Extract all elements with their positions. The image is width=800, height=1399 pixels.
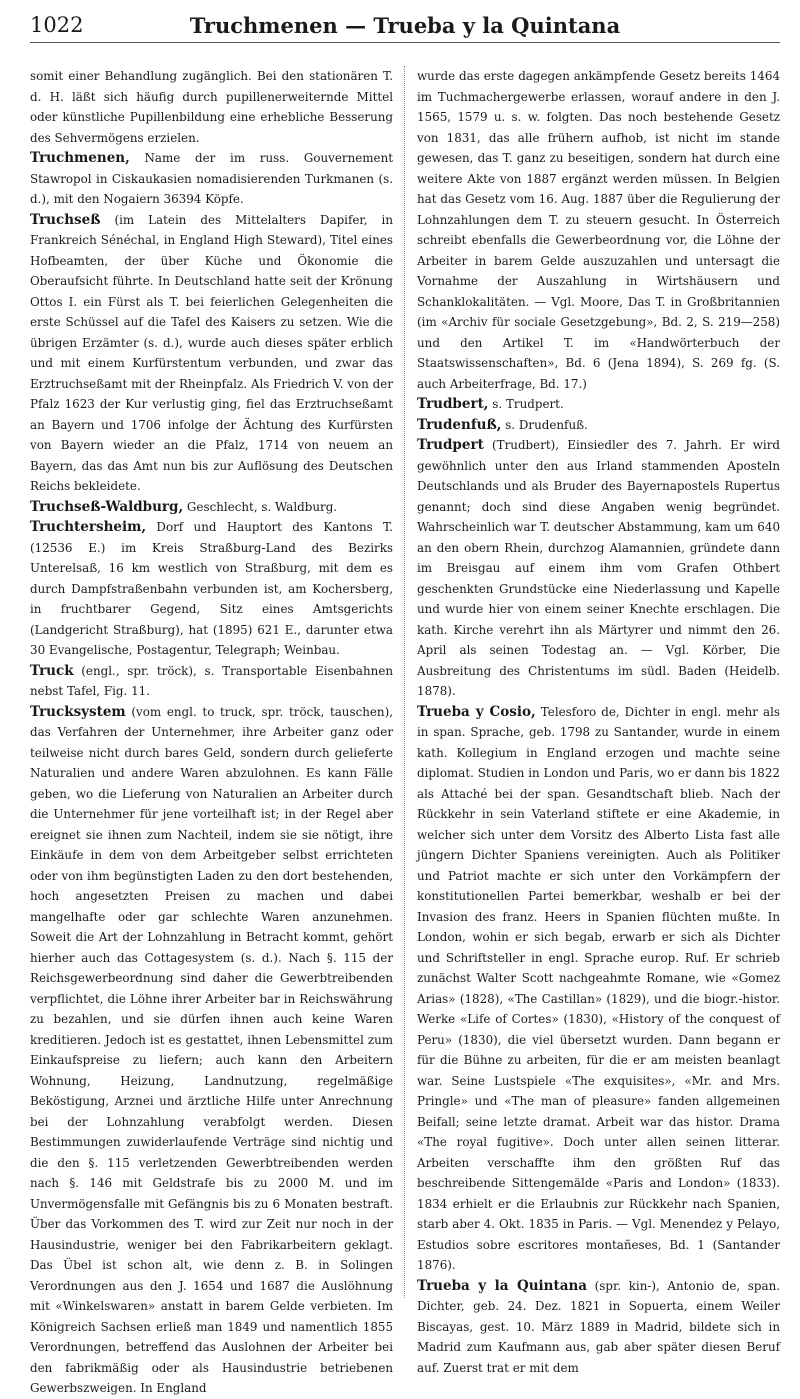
entry-headword: Trudenfuß, — [417, 416, 502, 433]
entry-headword: Truchmenen, — [30, 150, 130, 166]
entry-text: (spr. kin-), Antonio de, span. Dichter, geb. 24. Dez. 1821 in Sopuerta, einem Weiler Biscayas, gest. 10. März 1889 in Madrid, bildete sich in Madrid zum Kaufmann aus, gab aber später diesen Beruf auf. Zuerst trat er mit dem — [417, 1278, 781, 1375]
entry-headword: Truchseß-Waldburg, — [30, 498, 184, 515]
entry-text: somit einer Behandlung zugänglich. Bei den stationären T. d. H. läßt sich häufig durch pupillenerweiternde Mittel oder künstliche Pupillenbildung eine erhebliche Besserung des Sehvermögens erzielen. — [30, 69, 394, 145]
entry-text: (Trudbert), Einsiedler des 7. Jahrh. Er wird gewöhnlich unter den aus Irland stammenden Aposteln Deutschlands und als Bruder des Bayernapostels Rupertus genannt; doch sind diese Angaben wenig begründet. Wahrscheinlich war T. deutscher Abstammung, kam um 640 an den obern Rhein, durchzog Alamannien, gründete dann im Breisgau auf einem ihm vom Grafen Othbert geschenkten Grundstücke eine Niederlassung und Kapelle und wurde hier von einem seiner Knechte erschlagen. Die kath. Kirche verehrt ihn als Märtyrer und nimmt den 26. April als seinen Todestag an. — Vgl. Körber, Die Ausbreitung des Christentums im südl. Baden (Heidelb. 1878). — [417, 438, 781, 698]
entry-text: s. Drudenfuß. — [501, 417, 588, 432]
entry-text: Name der im russ. Gouvernement Stawropol in Ciskaukasien nomadisierenden Turkmanen (s. d.), mit den Nogaiern 36394 Köpfe. — [30, 151, 394, 206]
dictionary-entry — [417, 1276, 780, 1379]
entry-text: s. Trudpert. — [488, 397, 564, 411]
entry-text: (im Latein des Mittelalters Dapifer, in Frankreich Sénéchal, in England High Steward), Titel eines Hofbeamten, der über Küche und Ökonomie die Oberaufsicht führte. In Deutschland hatte seit der Krönung Ottos I. ein Fürst als T. bei feierlichen Gelegenheiten die erste Schüssel auf die Tafel des Kaisers zu setzen. Wie die übrigen Erzämter (s. d.), wurde auch dieses später erblich und mit einem Kurfürstentum verbunden, und zwar das Erztruchseßamt mit der Rheinpfalz. Als Friedrich V. von der Pfalz 1623 der Kur verlustig ging, fiel das Erztruchseßamt an Bayern und 1706 infolge der Ächtung des Kurfürsten von Bayern wieder an die Pfalz, 1714 von neuem an Bayern, das das Amt nun bis zur Auflösung des Deutschen Reichs bekleidete. — [30, 212, 394, 493]
dictionary-entry — [30, 66, 393, 148]
dictionary-entry — [30, 661, 393, 702]
page-header — [30, 8, 780, 43]
dictionary-entry — [417, 415, 780, 436]
dictionary-entry — [417, 394, 780, 415]
page-number: 1022 — [30, 13, 84, 37]
dictionary-entry — [30, 148, 393, 210]
entry-text: Dorf und Hauptort des Kantons T. (12536 E.) im Kreis Straßburg-Land des Bezirks Unterelsaß, 16 km westlich von Straßburg, mit dem es durch Dampfstraßenbahn verbunden ist, am Kochersberg, in fruchtbarer Gegend, Sitz eines Amtsgerichts (Landgericht Straßburg), hat (1895) 621 E., darunter etwa 30 Evangelische, Postagentur, Telegraph; Weinbau. — [30, 520, 394, 657]
running-head: Truchmenen — Trueba y la Quintana — [189, 12, 621, 38]
entry-text: (vom engl. to truck, spr. tröck, tauschen), das Verfahren der Unternehmer, ihre Arbeiter ganz oder teilweise nicht durch bares Geld, sondern durch gelieferte Naturalien und andere Waren abzulohnen. Es kann Fälle geben, wo die Lieferung von Naturalien an Arbeiter durch die Unternehmer für jene vorteilhaft ist; in der Regel aber ereignet sie ihnen zum Nachteil, indem sie sie nötigt, ihre Einkäufe in dem von dem Arbeitgeber selbst errichteten oder von ihm begünstigten Laden zu den dort bestehenden, hoch angesetzten Preisen zu machen und dabei mangelhafte oder gar schlechte Waren anzunehmen. Soweit die Art der Lohnzahlung in Betracht kommt, gehört hierher auch das Cottagesystem (s. d.). Nach §. 115 der Reichsgewerbeordnung sind daher die Gewerbtreibenden verpflichtet, die Löhne ihrer Arbeiter bar in Reichswährung zu bezahlen, und sie dürfen ihnen auch keine Waren kreditieren. Jedoch ist es gestattet, ihnen Lebensmittel zum Einkaufspreise zu liefern; auch kann den Arbeitern Wohnung, Heizung, Landnutzung, regelmäßige Beköstigung, Arznei und ärztliche Hilfe unter Anrechnung bei der Lohnzahlung verabfolgt werden. Diesen Bestimmungen zuwiderlaufende Verträge sind nichtig und die den §. 115 verletzenden Gewerbtreibenden werden nach §. 146 mit Geldstrafe bis zu 2000 M. und im Unvermögensfalle mit Gefängnis bis zu 6 Monaten bestraft. Über das Vorkommen des T. wird zur Zeit nur noch in der Hausindustrie, weniger bei den Fabrikarbeitern geklagt. Das Übel ist schon alt, wie denn z. B. in Solingen Verordnungen aus den J. 1654 und 1687 die Auslöhnung mit «Winkelswaren» anstatt in barem Gelde verbieten. Im Königreich Sachsen erließ man 1849 und namentlich 1855 Verordnungen, betreffend das Auslohnen der Arbeiter bei den fabrikmäßig oder als Hausindustrie betriebenen Gewerbszweigen. In England — [30, 704, 394, 1395]
two-column-body — [30, 66, 781, 1395]
dictionary-entry — [30, 497, 393, 518]
entry-headword: Trucksystem — [30, 703, 126, 720]
entry-headword: Trueba y Cosio, — [417, 703, 536, 720]
dictionary-entry — [30, 702, 393, 1399]
column-divider — [404, 66, 406, 1298]
dictionary-entry — [417, 702, 780, 1276]
entry-headword: Truchtersheim, — [30, 519, 147, 535]
dictionary-entry — [30, 517, 393, 661]
dictionary-entry — [417, 435, 780, 702]
dictionary-entry — [417, 66, 780, 394]
entry-headword: Trudpert — [417, 437, 484, 453]
entry-text: Geschlecht, s. Waldburg. — [183, 499, 338, 514]
entry-headword: Truck — [30, 662, 74, 679]
right-column — [409, 66, 781, 1375]
dictionary-entry — [30, 210, 393, 497]
entry-headword: Truchseß — [30, 211, 101, 228]
entry-headword: Trueba y la Quintana — [417, 1277, 588, 1294]
left-column — [30, 66, 401, 1395]
entry-headword: Trudbert, — [417, 396, 489, 412]
entry-text: (engl., spr. tröck), s. Transportable Eisenbahnen nebst Tafel, Fig. 11. — [30, 663, 394, 698]
entry-text: Telesforo de, Dichter in engl. mehr als in span. Sprache, geb. 1798 zu Santander, wurde in einem kath. Kollegium in England erzogen und machte seine diplomat. Studien in London und Paris, wo er dann bis 1822 als Attaché bei der span. Gesandtschaft blieb. Nach der Rückkehr in sein Vaterland stiftete er eine Akademie, in welcher sich unter dem Vorsitz des Alberto Lista fast alle jüngern Dichter Spaniens vereinigten. Auch als Politiker und Patriot machte er sich unter den Vorkämpfern der konstitutionellen Partei bemerkbar, weshalb er bei der Invasion des franz. Heers in Spanien flüchten mußte. In London, wohin er sich begab, erwarb er sich als Dichter und Schriftsteller in engl. Sprache europ. Ruf. Er schrieb zunächst Walter Scott nachgeahmte Romane, wie «Gomez Arias» (1828), «The Castillan» (1829), und die biogr.-histor. Werke «Life of Cortes» (1830), «History of the conquest of Peru» (1830), die viel übersetzt wurden. Dann begann er für die Bühne zu arbeiten, für die er am meisten beanlagt war. Seine Lustspiele «The exquisites», «Mr. and Mrs. Pringle» und «The man of pleasure» fanden allgemeinen Beifall; seine letzte dramat. Arbeit war das histor. Drama «The royal fugitive». Doch unter allen seinen litterar. Arbeiten verschaffte ihm den größten Ruf das beschreibende Sittengemälde «Paris and London» (1833). 1834 erhielt er die Erlaubnis zur Rückkehr nach Spanien, starb aber 4. Okt. 1835 in Paris. — Vgl. Menendez y Pelayo, Estudios sobre escritores montañeses, Bd. 1 (Santander 1876). — [417, 704, 781, 1272]
entry-text: wurde das erste dagegen ankämpfende Gesetz bereits 1464 im Tuchmachergewerbe erlassen, worauf andere in den J. 1565, 1579 u. s. w. folgten. Das noch bestehende Gesetz von 1831, das alle frühern aufhob, ist nicht im stande gewesen, das T. ganz zu beseitigen, sondern hat durch eine weitere Akte von 1887 ergänzt werden müssen. In Belgien hat das Gesetz vom 16. Aug. 1887 über die Regulierung der Lohnzahlungen dem T. zu steuern gesucht. In Österreich schreibt ebenfalls die Gewerbeordnung vor, die Löhne der Arbeiter in barem Gelde auszuzahlen und untersagt die Vornahme der Auszahlung in Wirtshäusern und Schanklokalitäten. — Vgl. Moore, Das T. in Großbritannien (im «Archiv für sociale Gesetzgebung», Bd. 2, S. 219—258) und den Artikel T. im «Handwörterbuch der Staatswissenschaften», Bd. 6 (Jena 1894), S. 269 fg. (S. auch Arbeiterfrage, Bd. 17.) — [417, 69, 781, 391]
